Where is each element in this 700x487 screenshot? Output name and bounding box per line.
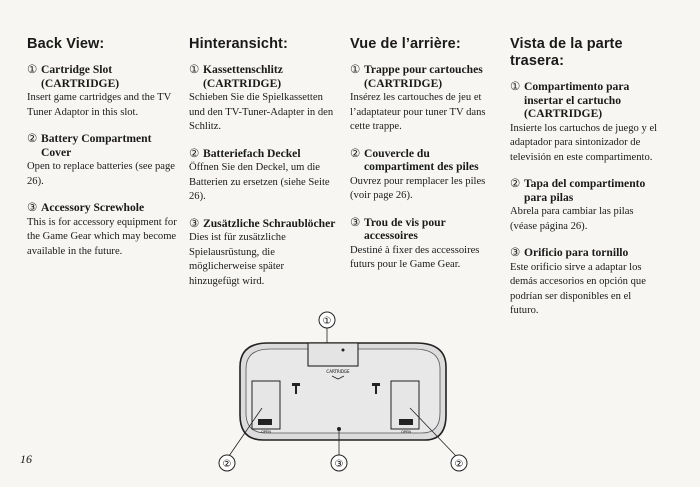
item-heading: Trappe pour cartouches (CARTRIDGE) [364, 63, 483, 90]
section-title: Back View: [27, 36, 105, 52]
callout-2-left-label: ② [222, 459, 232, 470]
item-heading: Kassettenschlitz (CARTRIDGE) [203, 63, 283, 90]
item-number: ② [189, 146, 200, 160]
item-screwhole [189, 217, 337, 290]
column-french [350, 36, 500, 285]
item-cartridge-slot [350, 63, 500, 135]
item-body: Destiné à fixer des accessoires futurs pour le Game Gear. [350, 244, 480, 270]
item-body: Insérez les cartouches de jeu et l’adaptateur pour tuner TV dans cette trappe. [350, 92, 486, 132]
item-screwhole [27, 201, 177, 259]
item-number: ③ [27, 201, 38, 214]
item-number: ③ [510, 246, 521, 259]
item-body: Insert game cartridges and the TV Tuner Adaptor in this slot. [27, 92, 172, 118]
item-heading: Accessory Screwhole [41, 201, 145, 214]
item-heading: Tapa del compartimento para pilas [524, 177, 646, 204]
section-title: Vista de la parte trasera: [510, 36, 623, 69]
item-body: Ouvrez pour remplacer les piles (voir page 26). [350, 175, 486, 201]
item-battery-cover [189, 147, 337, 205]
callout-2-right-label: ② [454, 459, 464, 470]
cartridge-slot-label: CARTRIDGE [326, 369, 350, 374]
column-english [27, 36, 177, 271]
item-heading: Compartimento para insertar el cartucho (CARTRIDGE) [524, 80, 630, 120]
item-body: Open to replace batteries (see page 26). [27, 161, 175, 187]
item-heading: Orificio para tornillo [524, 246, 629, 259]
callout-1-label: ① [322, 316, 332, 327]
accessory-screwhole [337, 427, 341, 431]
cartridge-slot [308, 343, 358, 366]
item-heading: Zusätzliche Schraublöcher [203, 216, 336, 230]
page-number: 16 [20, 452, 32, 466]
column-german [189, 36, 337, 301]
item-body: Insierte los cartuchos de juego y el adaptador para sintonizador de televisión en este compartimento. [510, 122, 658, 163]
item-body: Dies ist für zusätzliche Spielausrüstung, die möglicherweise später hinzugefügt wird. [189, 232, 286, 287]
item-battery-cover [510, 177, 660, 234]
item-screwhole [350, 216, 500, 273]
item-heading: Battery Compartment Cover [41, 132, 152, 159]
item-heading: Couvercle du compartiment des piles [364, 146, 479, 173]
callout-3-label: ③ [334, 459, 344, 470]
item-battery-cover [27, 132, 177, 189]
item-number: ① [189, 63, 200, 76]
item-heading: Batteriefach Deckel [203, 146, 301, 160]
item-body: Öffnen Sie den Deckel, um die Batterien zu ersetzen (siehe Seite 26). [189, 162, 330, 202]
game-gear-back-diagram [210, 305, 480, 480]
item-cartridge-slot [510, 80, 660, 165]
item-battery-cover [350, 147, 500, 204]
item-number: ③ [350, 215, 361, 229]
item-heading: Cartridge Slot (CARTRIDGE) [41, 63, 120, 90]
item-number: ③ [189, 216, 200, 230]
item-screwhole [510, 246, 660, 319]
section-title: Hinteransicht: [189, 36, 288, 52]
column-spanish [510, 36, 660, 331]
item-cartridge-slot [27, 63, 177, 120]
item-number: ② [27, 132, 38, 145]
item-number: ② [510, 177, 521, 190]
callout-1 [319, 312, 335, 347]
item-number: ① [350, 63, 361, 76]
section-title: Vue de l’arrière: [350, 36, 461, 52]
item-heading: Trou de vis pour accessoires [364, 215, 446, 242]
item-number: ① [27, 63, 38, 76]
item-number: ② [350, 146, 361, 160]
battery-open-label-right: OPEN [401, 430, 411, 434]
item-body: Este orificio sirve a adaptar los demás accesorios en opción que podrían ser disponibles en el futuro. [510, 261, 646, 316]
item-body: Schieben Sie die Spielkassetten und den TV-Tuner-Adapter in den Schlitz. [189, 92, 334, 132]
item-number: ① [510, 80, 521, 93]
battery-open-label-left: OPEN [261, 430, 271, 434]
item-cartridge-slot [189, 63, 337, 135]
item-body: Abrela para cambiar las pilas (véase página 26). [510, 206, 634, 232]
item-body: This is for accessory equipment for the Game Gear which may become available in the future. [27, 216, 177, 257]
